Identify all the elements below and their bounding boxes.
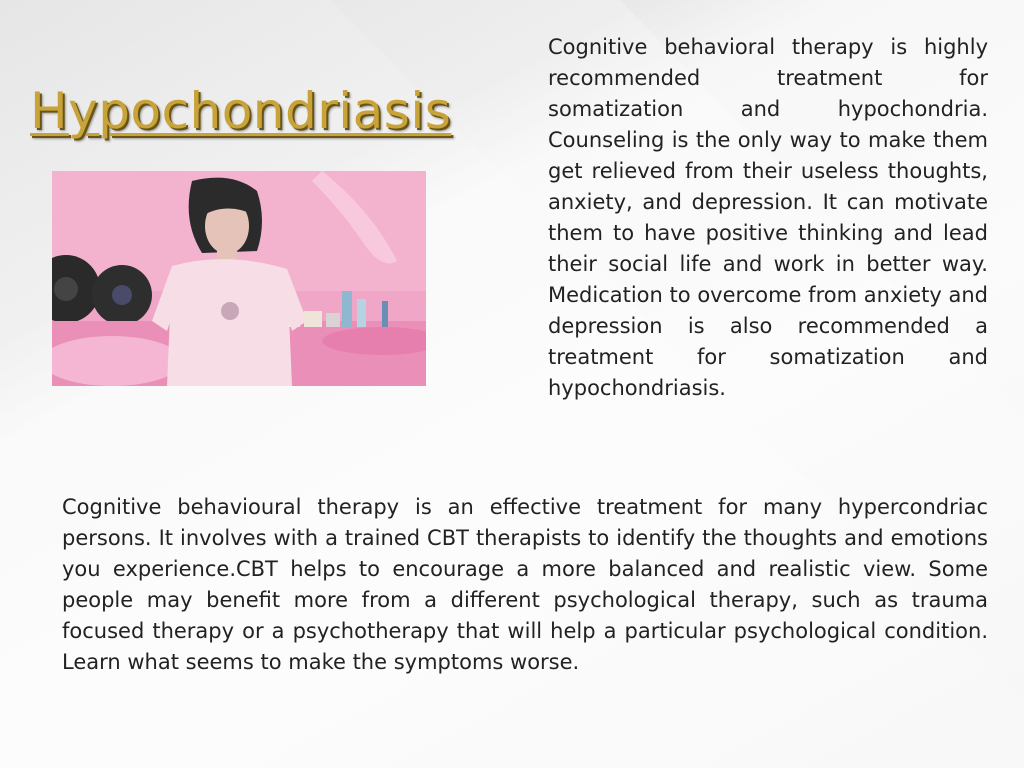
slide-title: Hypochondriasis <box>30 82 452 140</box>
right-paragraph: Cognitive behavioral therapy is highly recommended treatment for somatization and hypochondria. Counseling is the only way to make them get relieved from their useless thoughts, anxiety, and depression. It can motivate them to have positive thinking and lead their social life and work in better way. Medication to overcome from anxiety and depression is also recommended a treatment for somatization and hypochondriasis. <box>548 35 988 400</box>
illustration-photo <box>52 171 426 386</box>
bottom-paragraph: Cognitive behavioural therapy is an effective treatment for many hypercondriac persons. It involves with a trained CBT therapists to identify the thoughts and emotions you experience.CBT helps to encourage a more balanced and realistic view. Some people may benefit more from a different psychological therapy, such as trauma focused therapy or a psychotherapy that will help a particular psychological condition. Learn what seems to make the symptoms worse. <box>62 495 988 674</box>
